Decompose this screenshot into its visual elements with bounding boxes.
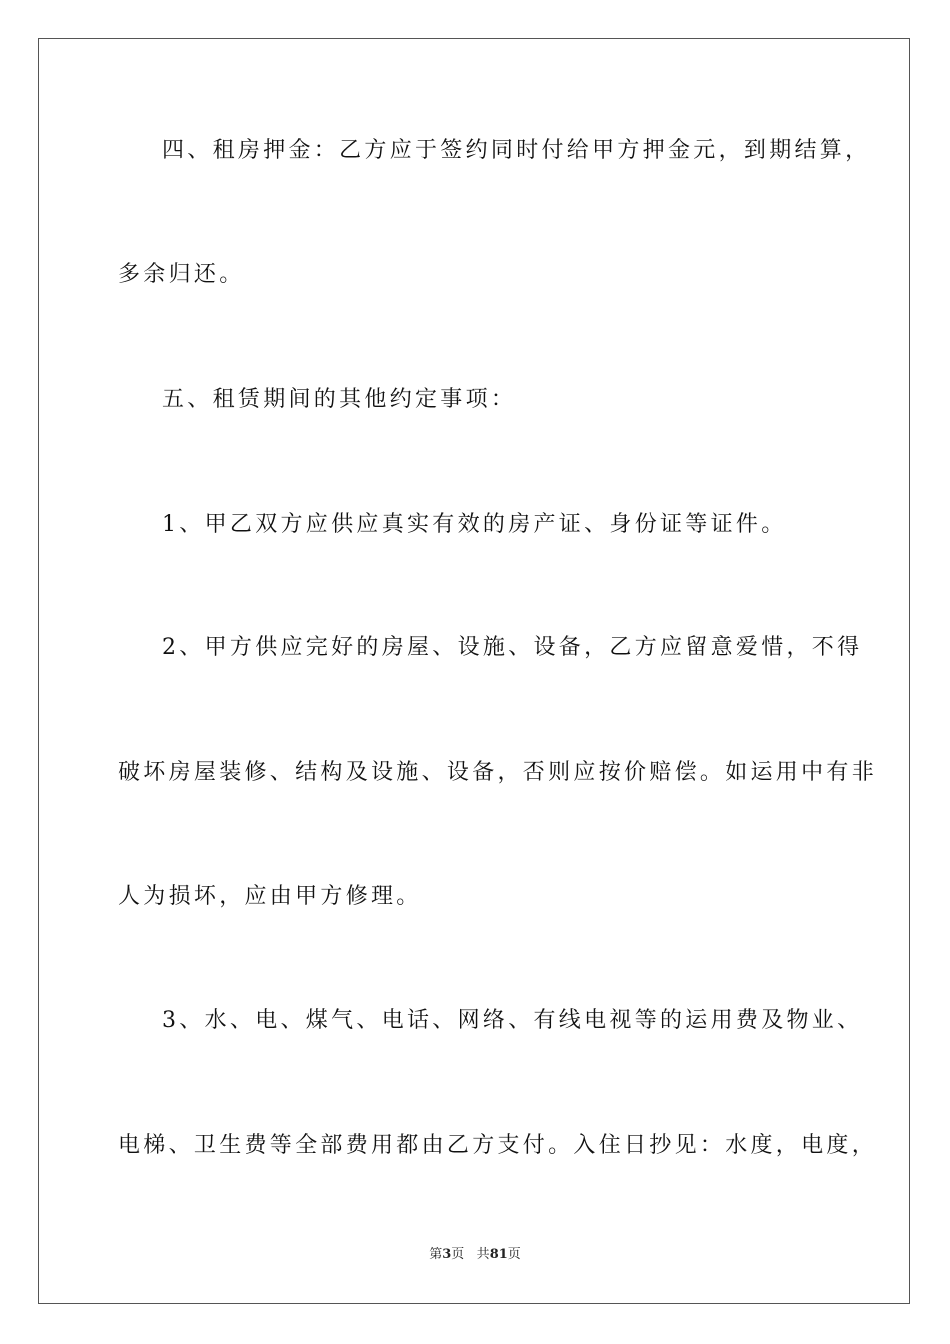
page-footer	[0, 1247, 950, 1263]
footer-page-number: 3	[442, 1247, 452, 1262]
paragraph-line: 3、水、电、煤气、电话、网络、有线电视等的运用费及物业、	[162, 1008, 863, 1033]
page-border	[38, 38, 910, 1304]
paragraph-line: 五、租赁期间的其他约定事项：	[162, 387, 517, 412]
paragraph-line: 人为损坏，应由甲方修理。	[118, 884, 422, 909]
paragraph-line: 破坏房屋装修、结构及设施、设备，否则应按价赔偿。如运用中有非	[118, 760, 878, 785]
paragraph-line: 四、租房押金：乙方应于签约同时付给甲方押金元，到期结算，	[162, 138, 871, 163]
paragraph-line: 多余归还。	[118, 262, 245, 287]
footer-page-suffix: 页	[451, 1247, 465, 1262]
footer-total-suffix: 页	[507, 1247, 521, 1262]
paragraph-line: 1、甲乙双方应供应真实有效的房产证、身份证等证件。	[162, 512, 787, 537]
footer-page-prefix: 第	[429, 1247, 443, 1262]
footer-total-pages: 81	[489, 1247, 508, 1262]
footer-total-prefix: 共	[476, 1247, 490, 1262]
paragraph-line: 电梯、卫生费等全部费用都由乙方支付。入住日抄见：水度，电度，	[118, 1133, 878, 1158]
paragraph-line: 2、甲方供应完好的房屋、设施、设备，乙方应留意爱惜，不得	[162, 635, 863, 660]
